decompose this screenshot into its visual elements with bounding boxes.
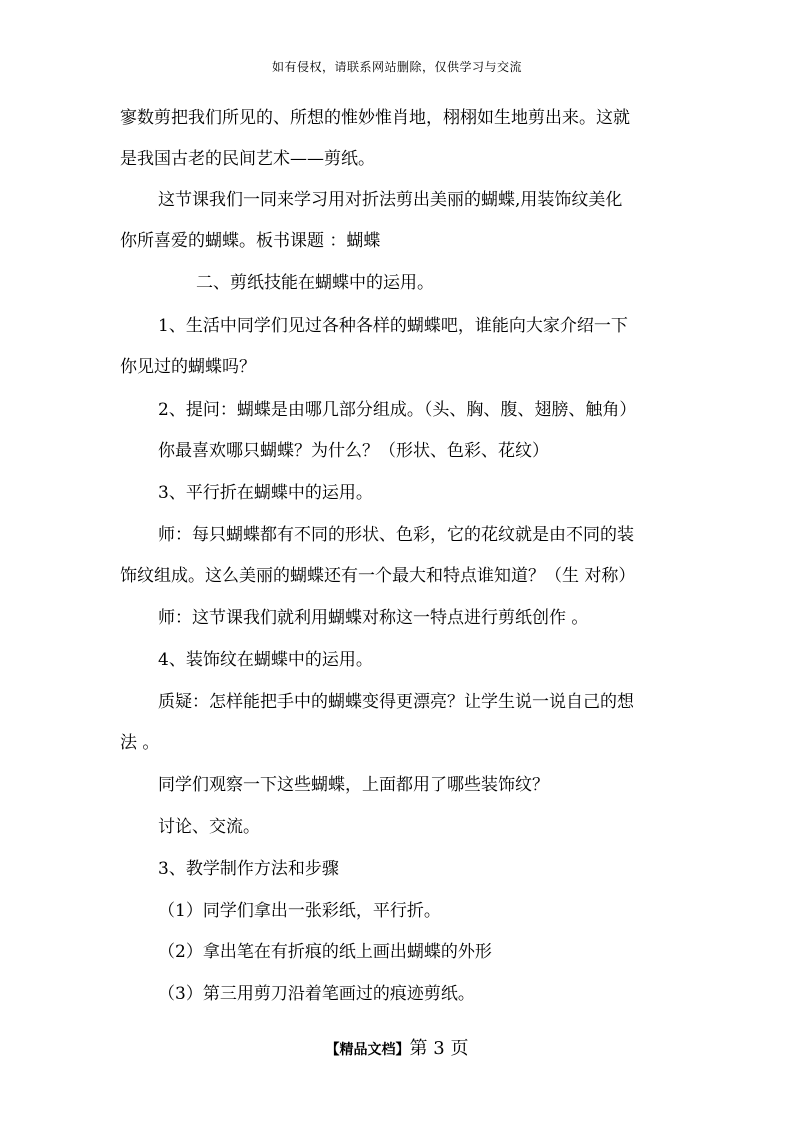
body-line-7: 你见过的蝴蝶吗？: [120, 357, 256, 377]
body-line-10: 3、平行折在蝴蝶中的运用。: [158, 483, 373, 503]
body-line-1: 寥数剪把我们所见的、所想的惟妙惟肖地，栩栩如生地剪出来。这就: [120, 108, 630, 128]
body-line-6: 1、生活中同学们见过各种各样的蝴蝶吧，谁能向大家介绍一下: [158, 316, 628, 336]
body-line-4: 你所喜爱的蝴蝶。板书课题 ：蝴蝶: [120, 231, 381, 251]
body-line-11: 师：每只蝴蝶都有不同的形状、色彩，它的花纹就是由不同的装: [158, 525, 634, 545]
body-line-8: 2、提问：蝴蝶是由哪几部分组成。（头、胸、腹、翅膀、触角）: [158, 400, 637, 420]
body-line-21: （2）拿出笔在有折痕的纸上画出蝴蝶的外形: [158, 942, 492, 962]
body-line-22: （3）第三用剪刀沿着笔画过的痕迹剪纸。: [158, 984, 475, 1004]
page-number: 第 3 页: [409, 1038, 469, 1059]
body-line-14: 4、装饰纹在蝴蝶中的运用。: [158, 650, 373, 670]
body-line-12: 饰纹组成。这么美丽的蝴蝶还有一个最大和特点谁知道？（生 对称）: [120, 566, 636, 586]
footer-tag: 【精品文档】: [325, 1042, 410, 1058]
page-header: 如有侵权，请联系网站删除，仅供学习与交流: [271, 60, 522, 74]
page-footer: [0, 1034, 794, 1060]
body-line-9: 你最喜欢哪只蝴蝶？为什么？（形状、色彩、花纹）: [158, 441, 549, 461]
body-line-15: 质疑：怎样能把手中的蝴蝶变得更漂亮？让学生说一说自己的想: [158, 692, 634, 712]
body-line-20: （1）同学们拿出一张彩纸，平行折。: [158, 901, 441, 921]
body-line-16: 法 。: [120, 733, 160, 753]
body-line-13: 师：这节课我们就利用蝴蝶对称这一特点进行剪纸创作 。: [158, 608, 589, 628]
body-line-2: 是我国古老的民间艺术——剪纸。: [120, 149, 375, 169]
body-line-17: 同学们观察一下这些蝴蝶，上面都用了哪些装饰纹？: [158, 775, 549, 795]
body-line-3: 这节课我们一同来学习用对折法剪出美丽的蝴蝶,用装饰纹美化: [158, 190, 623, 210]
body-line-19: 3、教学制作方法和步骤: [158, 859, 339, 879]
body-line-5: 二、剪纸技能在蝴蝶中的运用。: [196, 273, 434, 293]
body-line-18: 讨论、交流。: [158, 817, 260, 837]
